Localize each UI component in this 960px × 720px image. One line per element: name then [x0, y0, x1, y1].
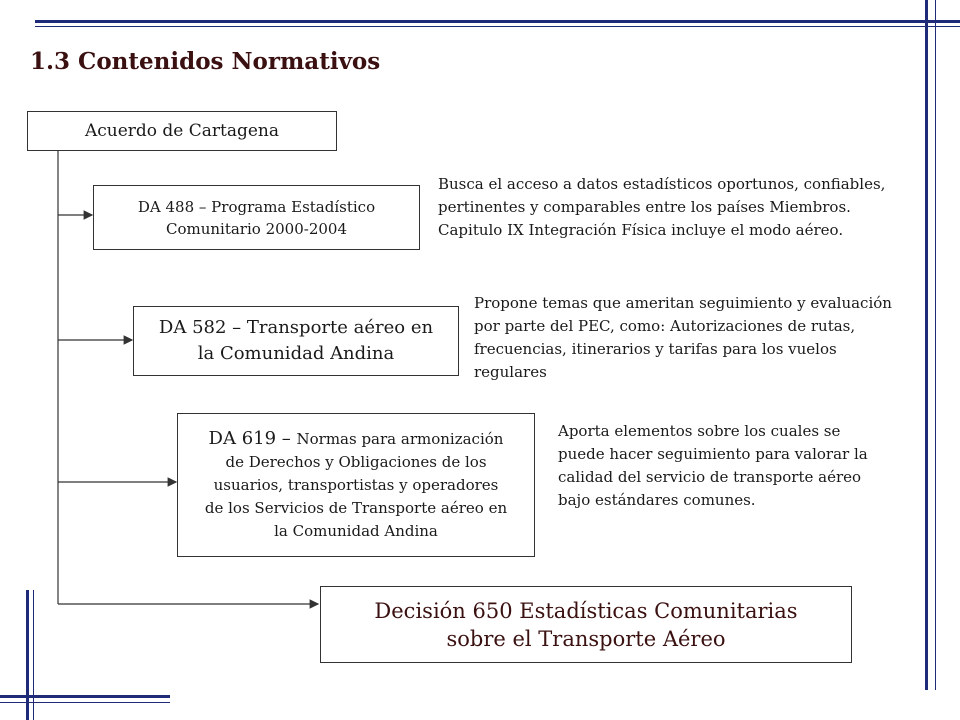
- box-da619-lead: DA 619 –: [208, 428, 297, 449]
- box-da582-line-1: DA 582 – Transporte aéreo en: [158, 317, 434, 338]
- box-da582-line-2: la Comunidad Andina: [197, 343, 395, 364]
- root-box-acuerdo-cartagena: [27, 111, 337, 151]
- box-decision650-line-2: sobre el Transporte Aéreo: [446, 626, 726, 651]
- box-da619-line-3: usuarios, transportistas y operadores: [213, 476, 499, 494]
- box-da619-line-4: de los Servicios de Transporte aéreo en: [204, 499, 508, 517]
- box-da619: [177, 413, 535, 557]
- box-da582: [133, 306, 459, 376]
- box-da488-line-1: DA 488 – Programa Estadístico: [137, 197, 376, 216]
- desc-da488: Busca el acceso a datos estadísticos oportunos, confiables, pertinentes y comparables entre los países Miembros. Capitulo IX Integración Física incluye el modo aéreo.: [438, 175, 886, 239]
- page-title: 1.3 Contenidos Normativos: [30, 48, 381, 75]
- box-da619-line-5: la Comunidad Andina: [274, 522, 438, 540]
- box-decision650: [320, 586, 852, 663]
- box-da619-line-1-rest: Normas para armonización: [296, 430, 504, 448]
- box-decision650-line-1: Decisión 650 Estadísticas Comunitarias: [374, 598, 798, 623]
- box-da488-line-2: Comunitario 2000-2004: [165, 219, 347, 238]
- box-da619-line-2: de Derechos y Obligaciones de los: [225, 453, 487, 471]
- desc-da582: Propone temas que ameritan seguimiento y evaluación por parte del PEC, como: Autorizaciones de rutas, frecuencias, itinerarios y tarifas para los vuelos regulares: [474, 294, 892, 381]
- root-box-label: Acuerdo de Cartagena: [84, 121, 280, 141]
- box-da619-line-1: [209, 427, 504, 451]
- box-da488: [93, 185, 420, 250]
- desc-da619: Aporta elementos sobre los cuales se puede hacer seguimiento para valorar la calidad del servicio de transporte aéreo bajo estándares comunes.: [558, 422, 868, 509]
